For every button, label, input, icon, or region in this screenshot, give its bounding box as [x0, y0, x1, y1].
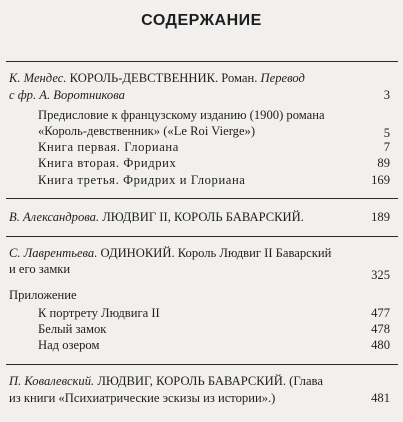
entry-mendes-title: [9, 71, 305, 86]
page-number: 169: [371, 173, 390, 187]
appendix-label: Приложение: [9, 288, 77, 302]
entry-kovalevsky-line2: из книги «Психиатрические эскизы из истории».): [9, 391, 276, 405]
divider: [6, 236, 398, 237]
entry-author: С. Лаврентьева.: [9, 246, 98, 260]
divider: [6, 198, 398, 199]
page-number: 477: [371, 306, 390, 320]
page-number: 478: [371, 322, 390, 336]
appendix-item: Над озером: [38, 338, 100, 352]
entry-title: ЛЮДВИГ, КОРОЛЬ БАВАРСКИЙ. (Глава: [97, 374, 323, 388]
entry-title: КОРОЛЬ-ДЕВСТВЕННИК. Роман.: [69, 71, 258, 85]
page-number: 5: [383, 126, 390, 140]
page-number: 89: [377, 156, 390, 170]
appendix-item: Белый замок: [38, 322, 107, 336]
sub-entry-preface-line2: «Король-девственник» («Le Roi Vierge»): [38, 124, 256, 138]
page-title: СОДЕРЖАНИЕ: [141, 12, 262, 29]
entry-author: В. Александрова.: [9, 210, 100, 224]
divider: [6, 364, 398, 365]
sub-entry-book-1: Книга первая. Глориана: [38, 140, 179, 154]
page-number: 3: [383, 88, 390, 102]
page-number: 7: [383, 140, 390, 154]
page-number: 189: [371, 210, 390, 224]
sub-entry-book-2: Книга вторая. Фридрих: [38, 156, 177, 170]
sub-entry-preface-line1: Предисловие к французскому изданию (1900) романа: [38, 108, 325, 122]
sub-entry-book-3: Книга третья. Фридрих и Глориана: [38, 173, 246, 187]
appendix-item: К портрету Людвига II: [38, 306, 160, 320]
entry-author: К. Мендес.: [9, 71, 67, 85]
entry-translation: Перевод: [260, 71, 305, 85]
page-number: 481: [371, 391, 390, 405]
entry-author: П. Ковалевский.: [9, 374, 95, 388]
entry-kovalevsky: [9, 374, 323, 389]
entry-translator: с фр. А. Воротникова: [9, 88, 125, 102]
entry-title: ОДИНОКИЙ. Король Людвиг II Баварский: [100, 246, 332, 260]
entry-mendes-translator: [9, 88, 125, 103]
entry-lavrentieva: [9, 246, 331, 261]
divider: [6, 61, 398, 62]
entry-lavrentieva-line2: и его замки: [9, 262, 71, 276]
page-number: 325: [371, 268, 390, 282]
page-number: 480: [371, 338, 390, 352]
entry-title: ЛЮДВИГ II, КОРОЛЬ БАВАРСКИЙ.: [102, 210, 304, 224]
entry-alexandrova: [9, 210, 304, 225]
